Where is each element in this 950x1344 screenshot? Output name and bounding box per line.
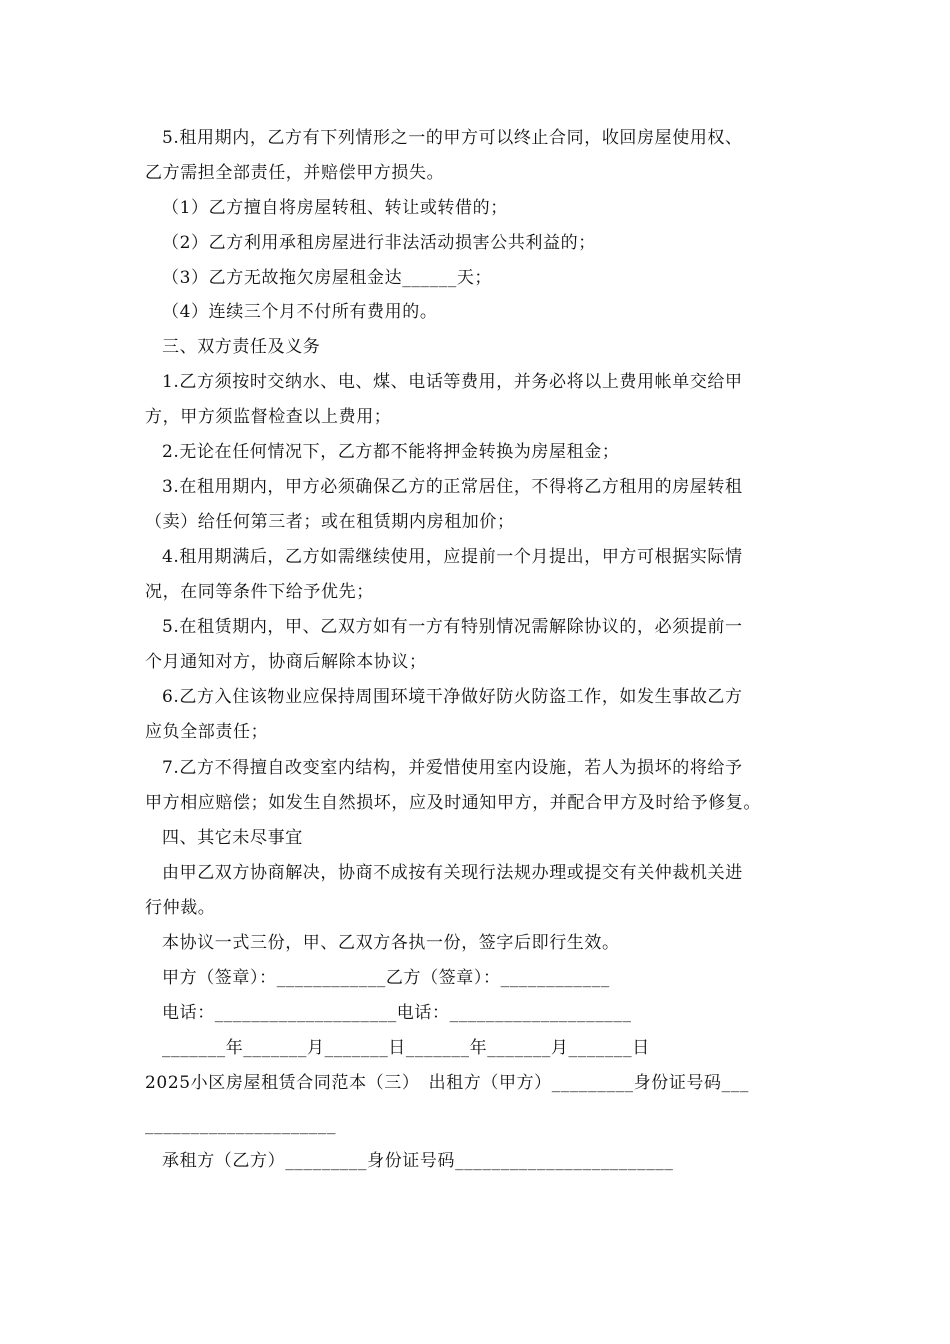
duty-4-line-2: 况，在同等条件下给予优先；: [145, 582, 374, 602]
termination-item-1: （1）乙方擅自将房屋转租、转让或转借的；: [162, 198, 508, 218]
duty-7-line-1: 7.乙方不得擅自改变室内结构，并爱惜使用室内设施，若人为损坏的将给予: [162, 758, 743, 778]
duty-6-line-2: 应负全部责任；: [145, 722, 269, 742]
duty-6-line-1: 6.乙方入住该物业应保持周围环境干净做好防火防盗工作，如发生事故乙方: [162, 687, 743, 707]
termination-item-3: （3）乙方无故拖欠房屋租金达______天；: [162, 268, 493, 288]
effectiveness-statement: 本协议一式三份，甲、乙双方各执一份，签字后即行生效。: [162, 933, 620, 953]
contract-3-header-line: 2025小区房屋租赁合同范本（三） 出租方（甲方）_________身份证号码___: [145, 1073, 749, 1093]
termination-item-4: （4）连续三个月不付所有费用的。: [162, 302, 438, 322]
termination-item-2: （2）乙方利用承租房屋进行非法活动损害公共利益的；: [162, 233, 596, 253]
duty-5-line-1: 5.在租赁期内，甲、乙双方如有一方有特别情况需解除协议的，必须提前一: [162, 617, 743, 637]
duty-3-line-1: 3.在租用期内，甲方必须确保乙方的正常居住，不得将乙方租用的房屋转租: [162, 477, 743, 497]
duty-3-line-2: （卖）给任何第三者；或在租赁期内房租加价；: [145, 512, 515, 532]
date-line: _______年_______月_______日_______年_______月_______日: [162, 1038, 650, 1058]
lessee-line: 承租方（乙方）_________身份证号码________________________: [162, 1151, 674, 1171]
clause-5-line-1: 5.租用期内，乙方有下列情形之一的甲方可以终止合同，收回房屋使用权、: [162, 128, 743, 148]
phone-line: 电话：____________________电话：____________________: [162, 1003, 632, 1023]
lessor-id-blank-continuation: _____________________: [145, 1115, 337, 1135]
duty-2: 2.无论在任何情况下，乙方都不能将押金转换为房屋租金；: [162, 442, 620, 462]
section-3-heading: 三、双方责任及义务: [162, 337, 321, 357]
section-4-text-line-2: 行仲裁。: [145, 898, 216, 918]
signature-line: 甲方（签章）：____________乙方（签章）：____________: [162, 968, 610, 988]
section-4-heading: 四、其它未尽事宜: [162, 828, 303, 848]
duty-4-line-1: 4.租用期满后，乙方如需继续使用，应提前一个月提出，甲方可根据实际情: [162, 547, 743, 567]
clause-5-line-2: 乙方需担全部责任，并赔偿甲方损失。: [145, 163, 445, 183]
section-4-text-line-1: 由甲乙双方协商解决，协商不成按有关现行法规办理或提交有关仲裁机关进: [162, 863, 743, 883]
duty-7-line-2: 甲方相应赔偿；如发生自然损坏，应及时通知甲方，并配合甲方及时给予修复。: [145, 793, 761, 813]
duty-1-line-2: 方，甲方须监督检查以上费用；: [145, 407, 392, 427]
duty-1-line-1: 1.乙方须按时交纳水、电、煤、电话等费用，并务必将以上费用帐单交给甲: [162, 372, 743, 392]
duty-5-line-2: 个月通知对方，协商后解除本协议；: [145, 652, 427, 672]
